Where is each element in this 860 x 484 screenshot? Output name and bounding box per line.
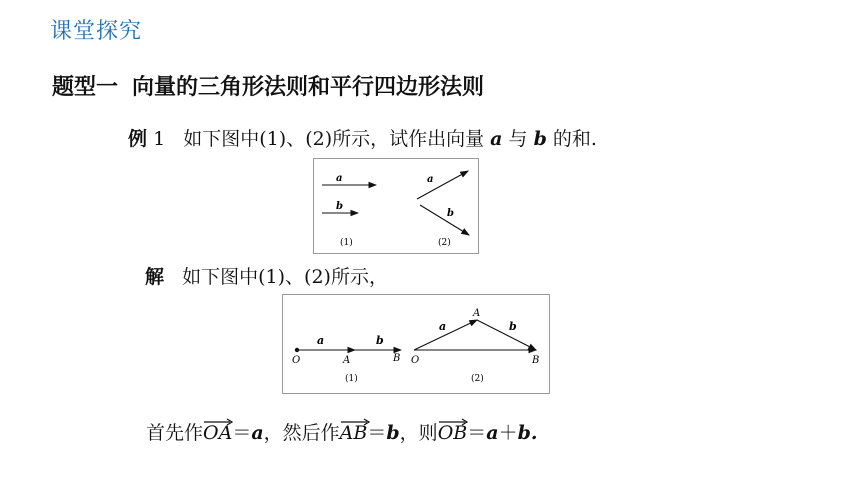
conclusion-eq2: ＝	[367, 422, 387, 444]
fig1-label-b2: b	[447, 208, 454, 219]
vector-ab: AB	[340, 422, 368, 444]
section-heading: 向量的三角形法则和平行四边形法则	[132, 75, 485, 100]
vector-ob: OB	[438, 422, 468, 444]
example-vec-a: a	[490, 128, 503, 150]
section-prefix: 题型一	[52, 75, 119, 100]
example-label: 例	[128, 128, 148, 150]
section-title	[52, 70, 484, 101]
fig2-point-o2-label: O	[411, 355, 420, 366]
vector-ob-arrow-icon	[438, 418, 468, 426]
conclusion-t3: ，则	[399, 422, 438, 444]
fig2-label-a2: a	[439, 320, 447, 333]
fig2-point-o1-label: O	[292, 355, 301, 366]
solution-line	[145, 262, 388, 289]
conclusion-a: a	[251, 422, 264, 444]
solution-text: 如下图中(1)、(2)所示，	[182, 266, 388, 288]
vector-ab-arrow-icon	[340, 418, 370, 426]
conclusion-eq1: ＝	[232, 422, 252, 444]
example-conj: 与	[508, 128, 528, 150]
fig2-label-a1: a	[317, 334, 325, 347]
fig1-label-a1: a	[336, 173, 343, 184]
fig2-point-b1-label: B	[393, 353, 401, 364]
figure-1	[313, 158, 479, 254]
fig1-caption-2: (2)	[438, 238, 451, 248]
fig1-arrow-b2	[420, 205, 469, 235]
figure-2	[282, 294, 550, 394]
fig2-point-a1-label: A	[343, 355, 351, 366]
fig2-label-b2: b	[509, 320, 517, 333]
vector-oa-arrow-icon	[203, 418, 233, 426]
conclusion-eq3: ＝	[467, 422, 487, 444]
conclusion-t1: 首先作	[146, 422, 204, 444]
example-text-end: 的和.	[552, 128, 597, 150]
fig1-arrow-a2	[417, 171, 468, 199]
conclusion-a2: a	[486, 422, 499, 444]
conclusion-b: b	[386, 422, 400, 444]
fig1-label-a2: a	[427, 174, 434, 185]
header-title: 课堂探究	[50, 19, 143, 44]
conclusion-end: .	[530, 422, 538, 444]
fig2-caption-2: (2)	[471, 374, 484, 384]
fig2-caption-1: (1)	[345, 374, 358, 384]
fig1-caption-1: (1)	[340, 238, 353, 248]
conclusion-b2: b	[517, 422, 531, 444]
conclusion-line	[146, 418, 538, 445]
fig2-arrow-ab2	[477, 320, 536, 350]
conclusion-plus: ＋	[498, 422, 518, 444]
example-text: 如下图中(1)、(2)所示，试作出向量	[183, 128, 485, 150]
fig1-label-b1: b	[336, 201, 343, 212]
solution-label: 解	[145, 266, 165, 288]
fig2-point-a2-label: A	[473, 308, 481, 319]
fig2-point-b2-label: B	[532, 355, 540, 366]
example-vec-b: b	[533, 128, 547, 150]
conclusion-t2: ，然后作	[263, 422, 340, 444]
example-number: 1	[153, 128, 166, 150]
example-line	[128, 124, 597, 151]
vector-oa: OA	[203, 422, 232, 444]
fig2-label-b1: b	[376, 334, 384, 347]
